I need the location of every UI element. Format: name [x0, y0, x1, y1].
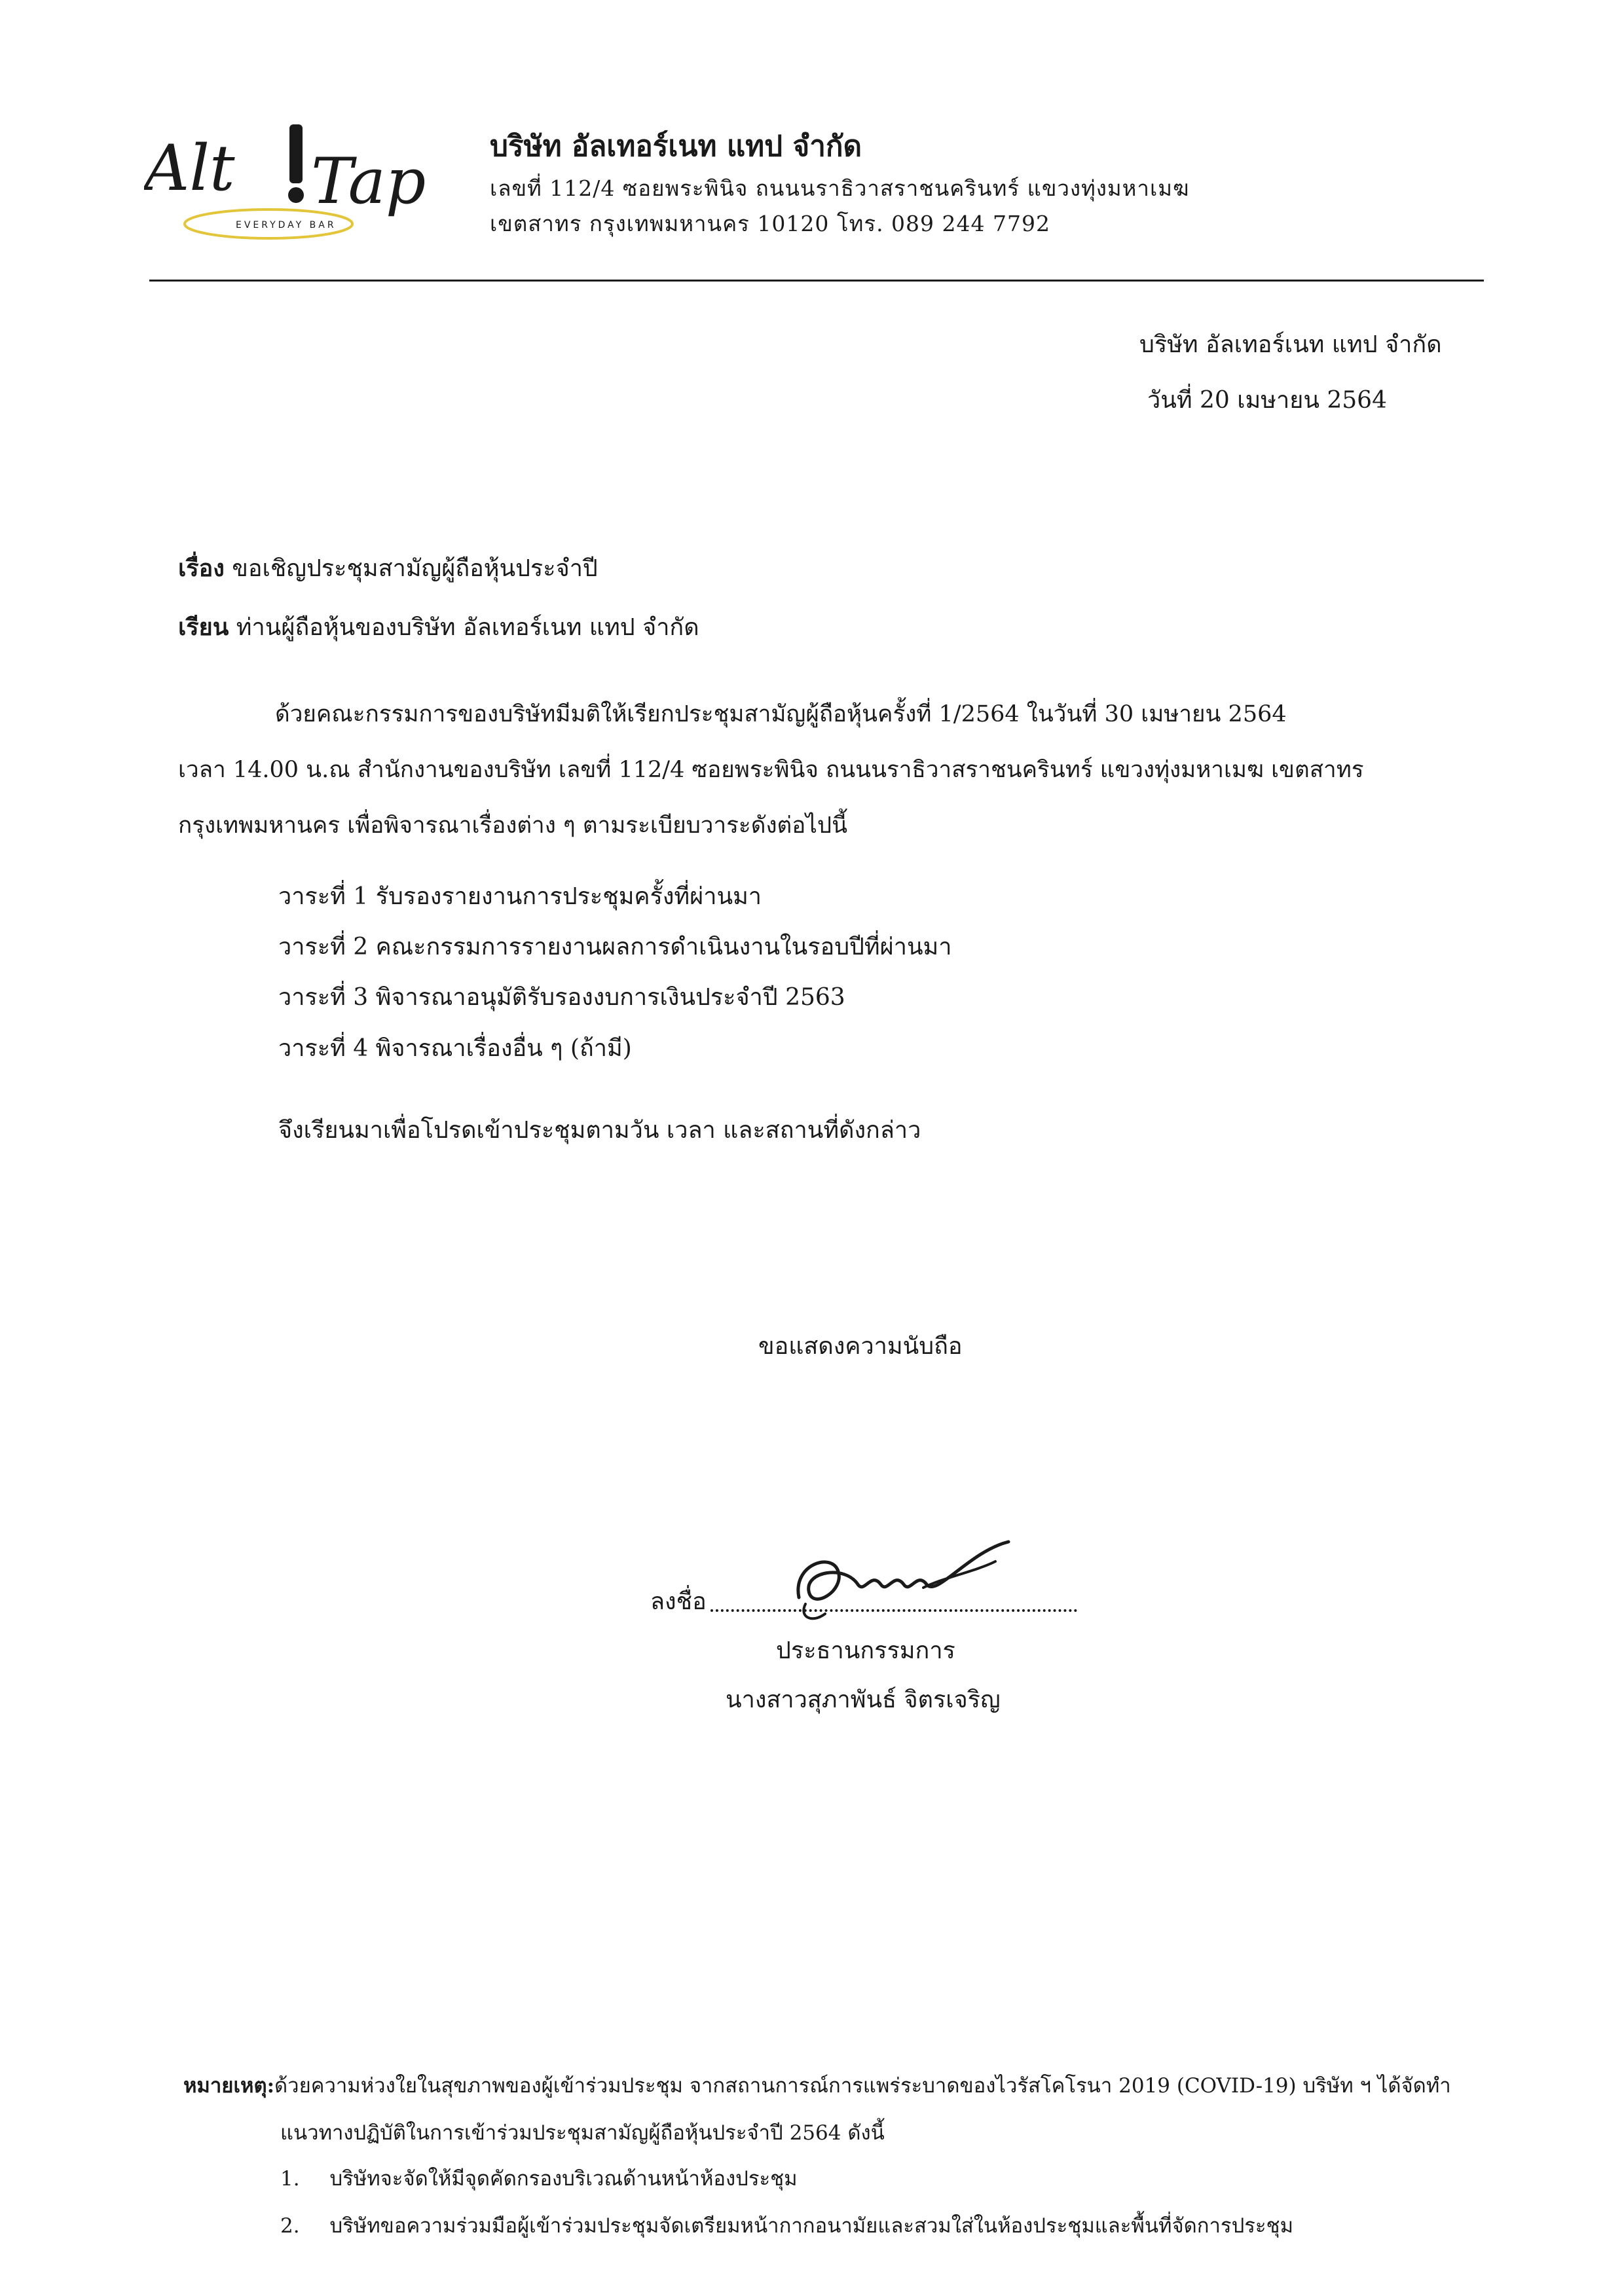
note-line-2: แนวทางปฏิบัติในการเข้าร่วมประชุมสามัญผู้ถือหุ้นประจำปี 2564 ดังนี้ — [280, 2121, 885, 2145]
logo-text-right: Tap — [311, 145, 426, 218]
company-name: บริษัท อัลเทอร์เนท แทป จำกัด — [490, 130, 862, 163]
signature-dotted-line — [710, 1609, 1077, 1612]
alt-tap-logo — [144, 111, 445, 268]
agenda-item-1: วาระที่ 1 รับรองรายงานการประชุมครั้งที่ผ่านมา — [278, 883, 762, 910]
body-line-2: เวลา 14.00 น.ณ สำนักงานของบริษัท เลขที่ 112/4 ซอยพระพินิจ ถนนนราธิวาสราชนครินทร์ แขวงทุ่งมหาเมฆ เขตสาทร — [178, 757, 1364, 783]
note-label: หมายเหตุ: — [183, 2074, 275, 2098]
body-line-3: กรุงเทพมหานคร เพื่อพิจารณาเรื่องต่าง ๆ ตามระเบียบวาระดังต่อไปนี้ — [178, 812, 848, 839]
note-item-text: บริษัทขอความร่วมมือผู้เข้าร่วมประชุมจัดเตรียมหน้ากากอนามัยและสวมใส่ในห้องประชุมและพื้นที่จัดการประชุม — [329, 2214, 1294, 2238]
subject-label: เรื่อง — [178, 555, 225, 582]
recipient-label: เรียน — [178, 613, 229, 641]
agenda-item-4: วาระที่ 4 พิจารณาเรื่องอื่น ๆ (ถ้ามี) — [278, 1035, 632, 1062]
recipient-line — [178, 613, 699, 642]
note-item-num: 2. — [280, 2214, 300, 2238]
logo-tagline: EVERYDAY BAR — [236, 220, 337, 230]
note-item-num: 1. — [280, 2167, 300, 2191]
subject-line — [178, 555, 598, 583]
subject-text: ขอเชิญประชุมสามัญผู้ถือหุ้นประจำปี — [232, 555, 598, 582]
note-item-text: บริษัทจะจัดให้มีจุดคัดกรองบริเวณด้านหน้าห้องประชุม — [329, 2167, 798, 2191]
closing-line: จึงเรียนมาเพื่อโปรดเข้าประชุมตามวัน เวลา และสถานที่ดังกล่าว — [278, 1117, 921, 1144]
body-line-1: ด้วยคณะกรรมการของบริษัทมีมติให้เรียกประชุมสามัญผู้ถือหุ้นครั้งที่ 1/2564 ในวันที่ 30 เมษายน 2564 — [275, 701, 1287, 727]
signer-position: ประธานกรรมการ — [776, 1637, 955, 1664]
signature-label: ลงชื่อ — [650, 1588, 707, 1615]
note-item-2 — [280, 2214, 1293, 2238]
note-text-1: ด้วยความห่วงใยในสุขภาพของผู้เข้าร่วมประชุม จากสถานการณ์การแพร่ระบาดของไวรัสโคโรนา 2019 (COVID-19) บริษัท ฯ ได้จัดทำ — [274, 2074, 1451, 2098]
note-line-1 — [183, 2074, 1451, 2098]
signature-line — [650, 1588, 1077, 1616]
agenda-item-3: วาระที่ 3 พิจารณาอนุมัติรับรองงบการเงินประจำปี 2563 — [278, 984, 845, 1011]
signer-name: นางสาวสุภาพันธ์ จิตรเจริญ — [726, 1686, 1001, 1713]
letter-date: วันที่ 20 เมษายน 2564 — [1147, 387, 1387, 414]
address-line-2: เขตสาทร กรุงเทพมหานคร 10120 โทร. 089 244 7792 — [490, 211, 1050, 236]
note-item-1 — [280, 2167, 798, 2191]
regards: ขอแสดงความนับถือ — [758, 1333, 963, 1360]
address-line-1: เลขที่ 112/4 ซอยพระพินิจ ถนนนราธิวาสราชนครินทร์ แขวงทุ่งมหาเมฆ — [490, 175, 1190, 201]
agenda-item-2: วาระที่ 2 คณะกรรมการรายงานผลการดำเนินงานในรอบปีที่ผ่านมา — [278, 934, 952, 960]
logo-text-left: Alt — [144, 132, 235, 205]
recipient-text: ท่านผู้ถือหุ้นของบริษัท อัลเทอร์เนท แทป จำกัด — [236, 614, 699, 641]
sender-company: บริษัท อัลเทอร์เนท แทป จำกัด — [1139, 331, 1442, 358]
header-divider — [149, 280, 1484, 282]
